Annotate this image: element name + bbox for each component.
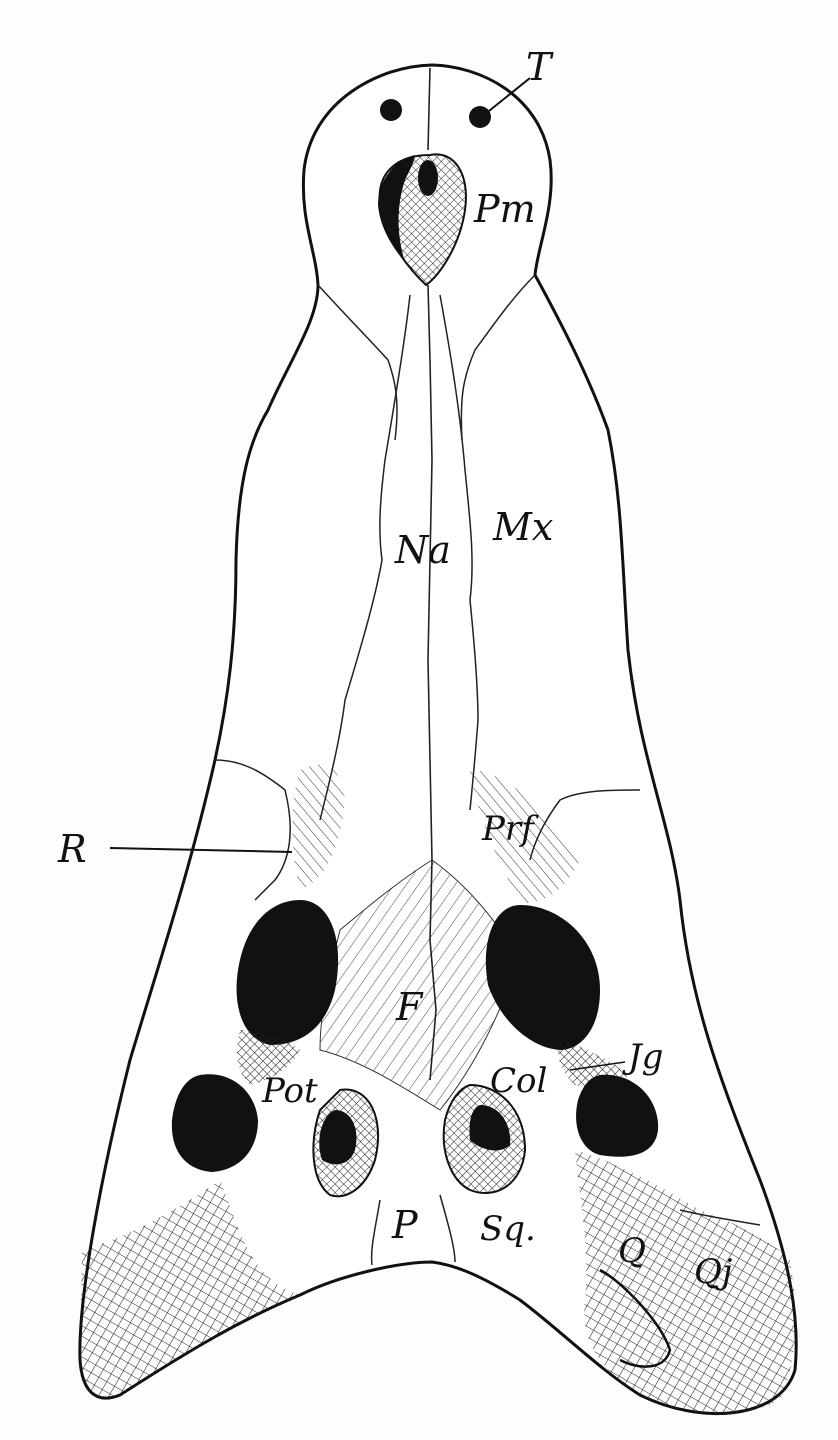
tooth-pit-left [380, 99, 402, 121]
tooth-pit-right [469, 106, 491, 128]
label-f: F [396, 985, 423, 1029]
label-p: P [392, 1203, 418, 1247]
label-na: Na [395, 528, 451, 572]
label-prf: Prf [482, 809, 534, 849]
label-q: Q [618, 1231, 646, 1271]
label-t: T [526, 45, 552, 89]
label-mx: Mx [493, 505, 554, 549]
label-r: R [58, 827, 87, 871]
label-pm: Pm [474, 187, 536, 231]
label-qj: Qj [694, 1252, 733, 1292]
label-pot: Pot [262, 1071, 318, 1111]
label-col: Col [490, 1061, 548, 1101]
label-jg: Jg [628, 1037, 664, 1077]
label-sq: Sq. [480, 1209, 536, 1249]
naris-septum [418, 160, 438, 196]
